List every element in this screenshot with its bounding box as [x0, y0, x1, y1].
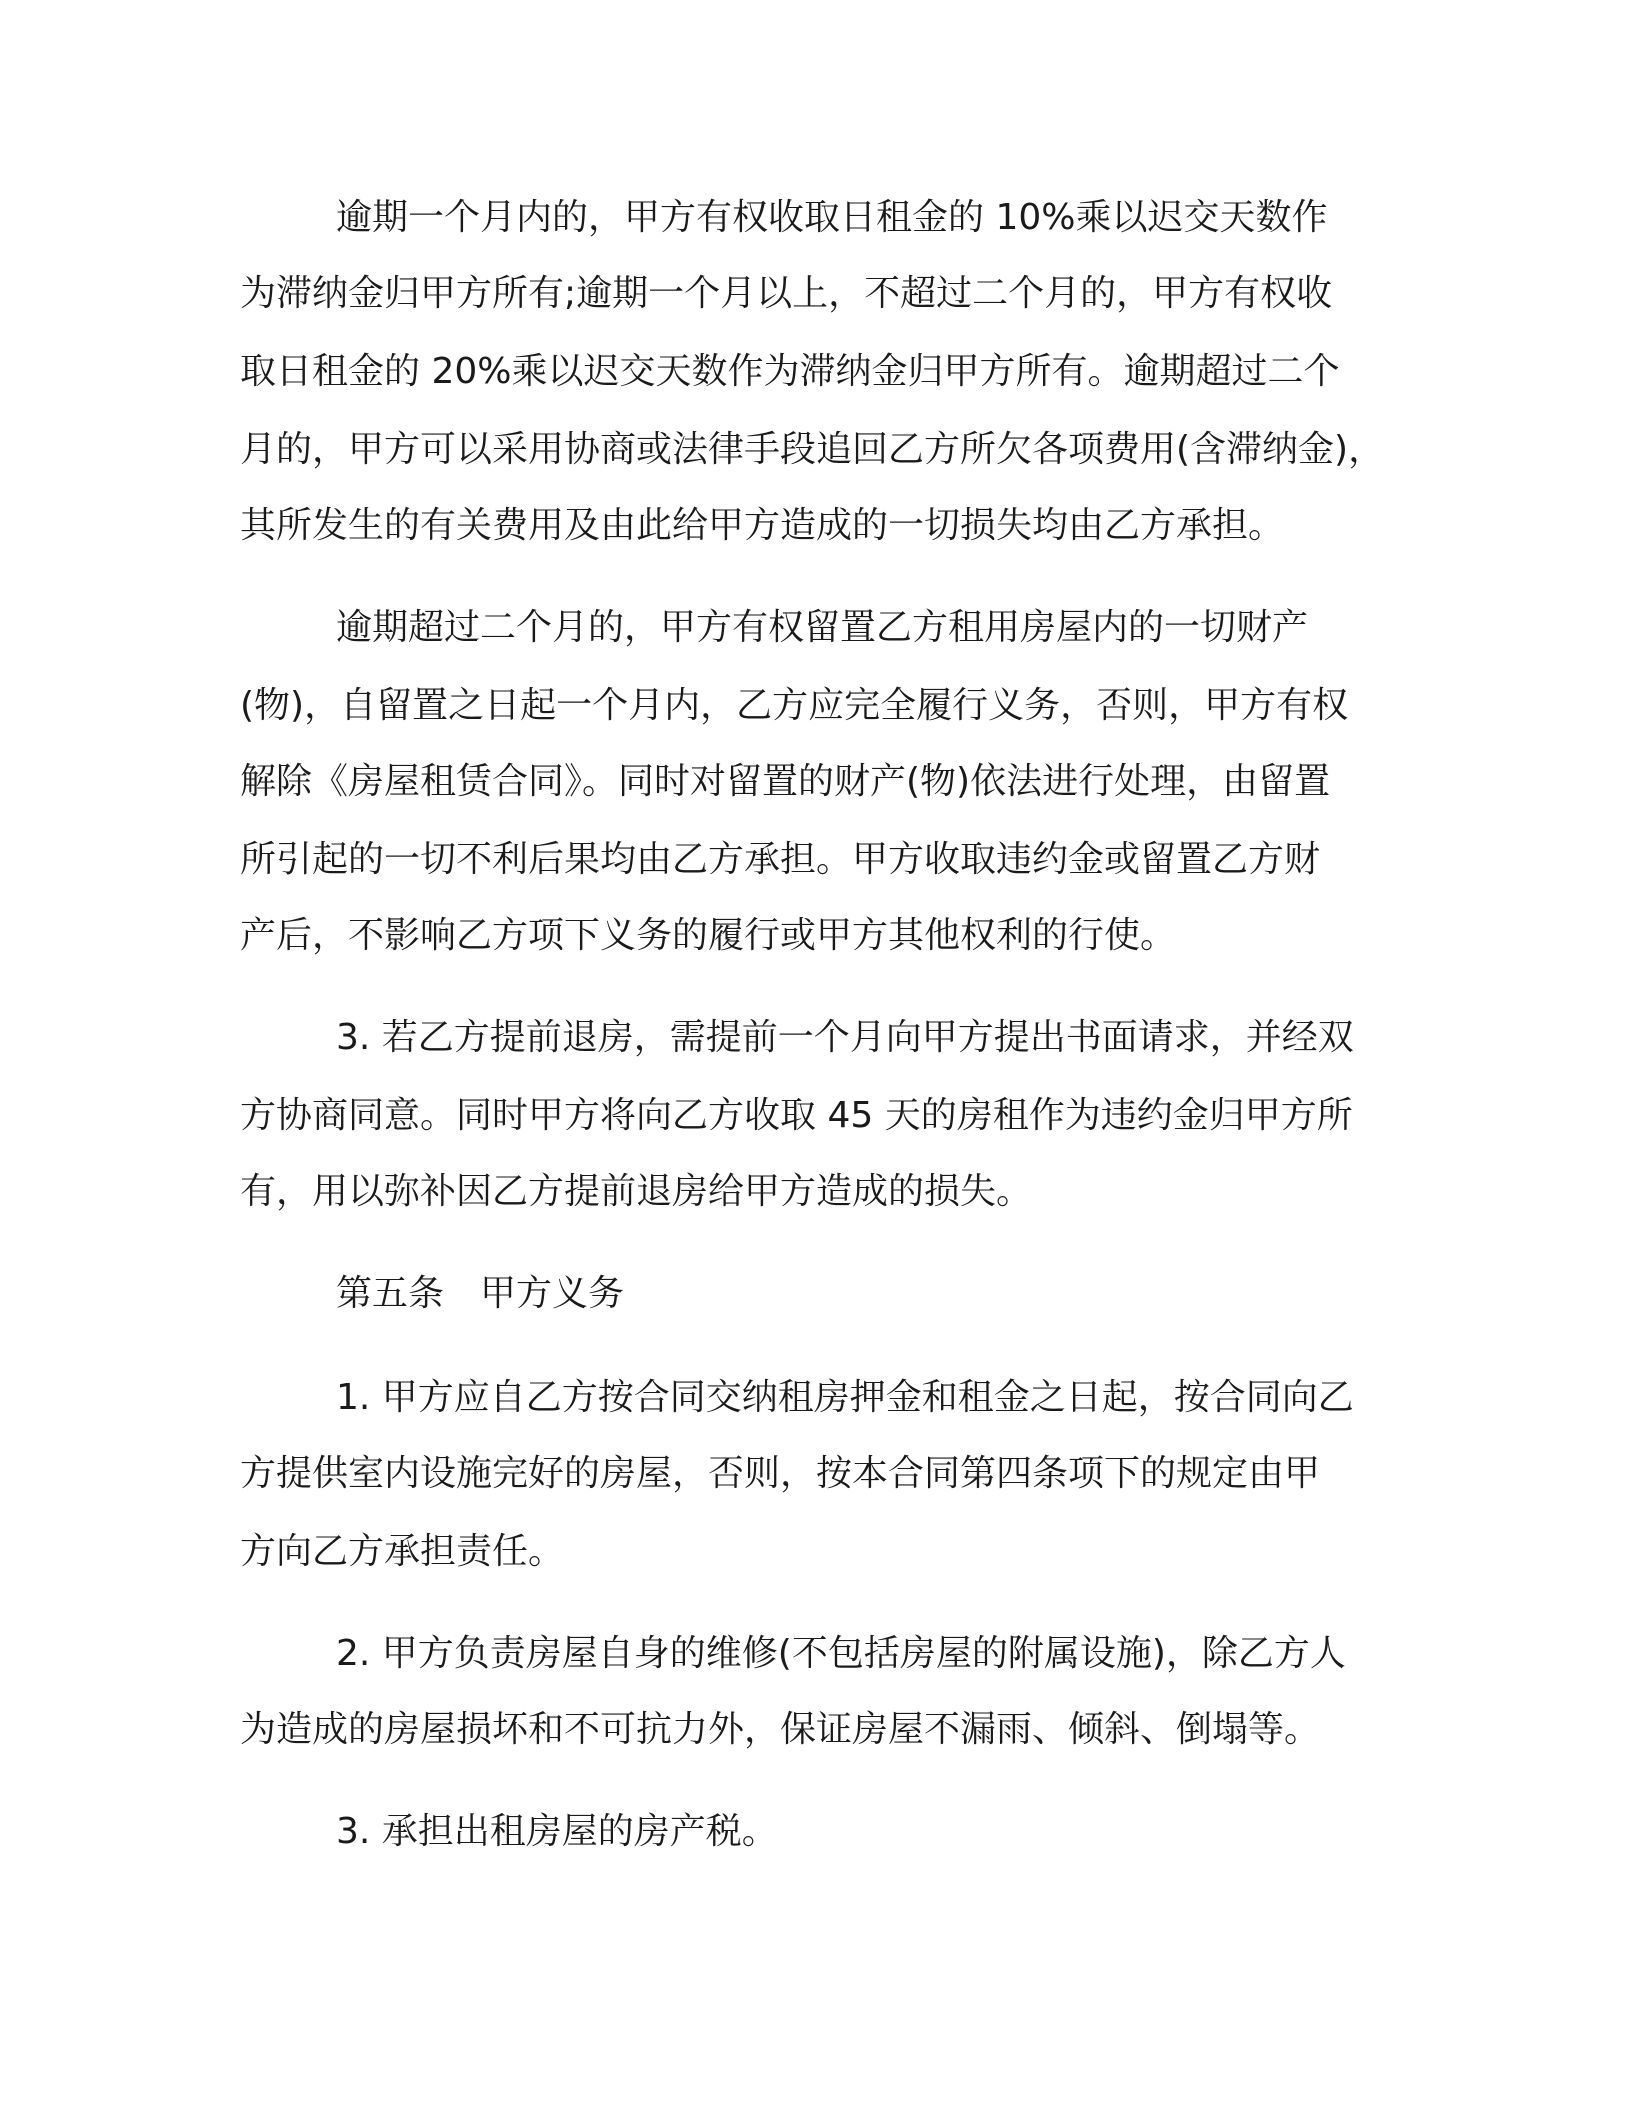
paragraph-2-line-3: 解除《房屋租赁合同》。同时对留置的财产(物)依法进行处理，由留置: [240, 761, 1331, 802]
paragraph-2-line-1: 逾期超过二个月的，甲方有权留置乙方租用房屋内的一切财产: [336, 607, 1309, 648]
paragraph-2-line-2: (物)，自留置之日起一个月内，乙方应完全履行义务，否则，甲方有权: [240, 685, 1349, 726]
paragraph-1-line-1: 逾期一个月内的，甲方有权收取日租金的 10%乘以迟交天数作: [336, 197, 1328, 238]
paragraph-1-line-2: 为滞纳金归甲方所有;逾期一个月以上，不超过二个月的，甲方有权收: [240, 273, 1333, 314]
paragraph-2-line-5: 产后，不影响乙方项下义务的履行或甲方其他权利的行使。: [240, 915, 1177, 956]
paragraph-5-line-1: 1. 甲方应自乙方按合同交纳租房押金和租金之日起，按合同向乙: [336, 1377, 1354, 1418]
paragraph-1-line-3: 取日租金的 20%乘以迟交天数作为滞纳金归甲方所有。逾期超过二个: [240, 351, 1340, 392]
paragraph-7-line-1: 3. 承担出租房屋的房产税。: [336, 1811, 778, 1852]
paragraph-3-line-1: 3. 若乙方提前退房，需提前一个月向甲方提出书面请求，并经双: [336, 1017, 1354, 1058]
paragraph-2-line-4: 所引起的一切不利后果均由乙方承担。甲方收取违约金或留置乙方财: [240, 839, 1321, 880]
paragraph-3-line-3: 有，用以弥补因乙方提前退房给甲方造成的损失。: [240, 1171, 1033, 1212]
paragraph-5-line-2: 方提供室内设施完好的房屋，否则，按本合同第四条项下的规定由甲: [240, 1453, 1321, 1494]
paragraph-1-line-5: 其所发生的有关费用及由此给甲方造成的一切损失均由乙方承担。: [240, 505, 1285, 546]
paragraph-6-line-1: 2. 甲方负责房屋自身的维修(不包括房屋的附属设施)，除乙方人: [336, 1633, 1346, 1674]
paragraph-3-line-2: 方协商同意。同时甲方将向乙方收取 45 天的房租作为违约金归甲方所: [240, 1095, 1353, 1136]
paragraph-6-line-2: 为造成的房屋损坏和不可抗力外，保证房屋不漏雨、倾斜、倒塌等。: [240, 1709, 1321, 1750]
paragraph-5-line-3: 方向乙方承担责任。: [240, 1531, 565, 1572]
paragraph-1-line-4: 月的，甲方可以采用协商或法律手段追回乙方所欠各项费用(含滞纳金)，: [240, 429, 1385, 470]
section-heading: 第五条 甲方义务: [336, 1273, 625, 1314]
